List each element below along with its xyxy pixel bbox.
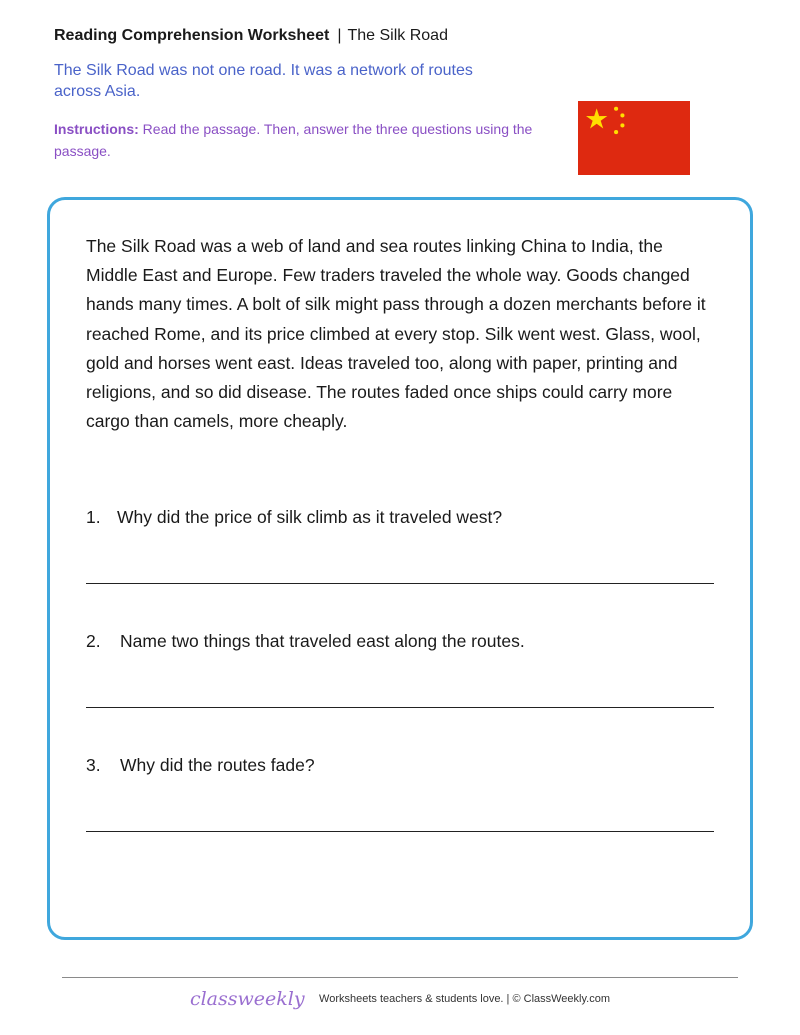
answer-line-1[interactable] xyxy=(86,583,714,584)
flag-field xyxy=(578,101,690,175)
flag-small-star xyxy=(620,123,624,127)
answer-line-2[interactable] xyxy=(86,707,714,708)
worksheet-subtitle: The Silk Road was not one road. It was a network of routes across Asia. xyxy=(54,62,473,100)
answer-line-3[interactable] xyxy=(86,831,714,832)
instructions xyxy=(54,118,564,162)
footer-tagline: Worksheets teachers & students love. | © ClassWeekly.com xyxy=(319,993,611,1005)
worksheet-topic: The Silk Road xyxy=(347,27,448,44)
question-number: 1. xyxy=(86,507,101,527)
question-text: Why did the routes fade? xyxy=(120,755,315,775)
flag-small-star xyxy=(620,113,624,117)
flag-small-star xyxy=(614,107,618,111)
footer xyxy=(0,988,800,1010)
worksheet-header xyxy=(54,26,448,46)
question-3 xyxy=(86,754,315,776)
reading-passage: The Silk Road was a web of land and sea routes linking China to India, the Middle East and Europe. Few traders traveled the whole way. Goods changed hands many times. A bolt of silk might pass through a dozen merchants before it reached Rome, and its price climbed at every stop. Silk went west. Glass, wool, gold and horses went east. Ideas traveled too, along with paper, printing and religions, and so did disease. The routes faded once ships could carry more cargo than camels, more cheaply. xyxy=(86,236,706,432)
instructions-text: Read the passage. Then, answer the three questions using the passage. xyxy=(54,121,533,159)
question-number: 2. xyxy=(86,631,101,651)
brand-logo: classweekly xyxy=(189,988,305,1010)
question-2 xyxy=(86,630,525,652)
question-1 xyxy=(86,506,502,528)
question-number: 3. xyxy=(86,755,101,775)
question-text: Name two things that traveled east along the routes. xyxy=(120,631,525,651)
flag-small-star xyxy=(614,130,618,134)
china-flag-icon xyxy=(578,101,690,175)
footer-divider xyxy=(62,977,738,978)
question-text: Why did the price of silk climb as it traveled west? xyxy=(117,507,503,527)
worksheet-title: Reading Comprehension Worksheet xyxy=(54,27,330,44)
header-separator: | xyxy=(337,27,342,44)
instructions-label: Instructions: xyxy=(54,121,139,137)
